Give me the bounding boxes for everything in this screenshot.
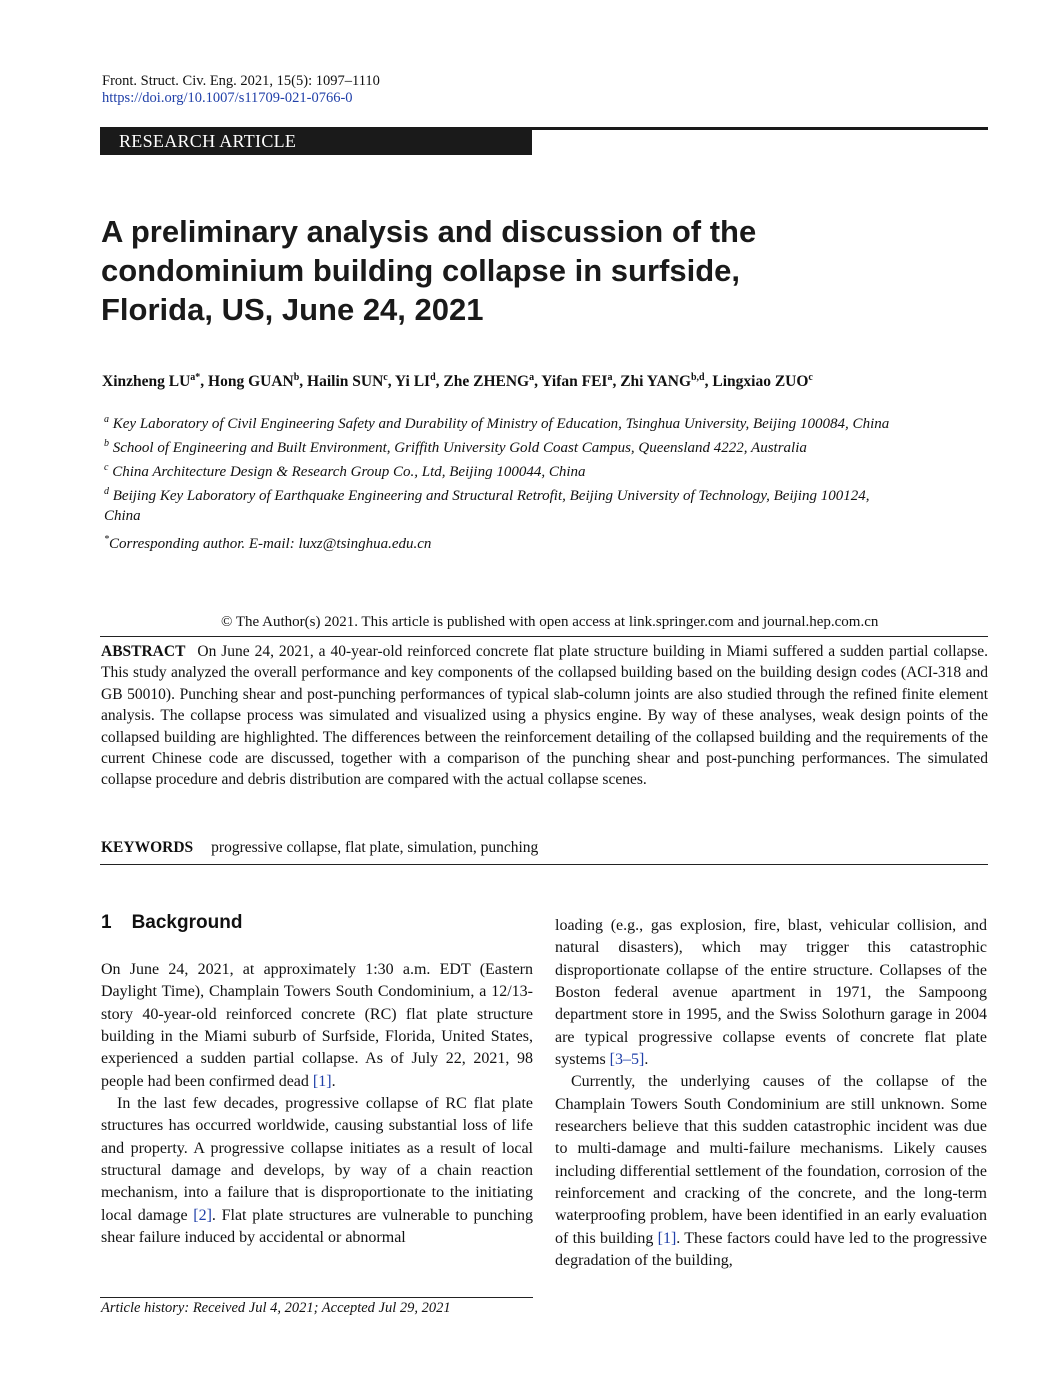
title-line-2: condominium building collapse in surfside, xyxy=(101,253,740,288)
footnote-rule xyxy=(100,1297,533,1298)
author: Zhe ZHENG$^a$ xyxy=(443,372,535,391)
keywords-bottom-rule xyxy=(100,864,988,865)
copyright-notice: © The Author(s) 2021. This article is published with open access at link.springer.com and journal.hep.com.cn xyxy=(221,614,879,630)
journal-citation: Front. Struct. Civ. Eng. 2021, 15(5): 1097–1110 xyxy=(102,73,380,89)
keywords xyxy=(101,839,538,857)
citation-link[interactable]: [1] xyxy=(312,1072,332,1090)
doi-link[interactable]: https://doi.org/10.1007/s11709-021-0766-0 xyxy=(102,90,353,106)
paragraph: On June 24, 2021, at approximately 1:30 a.m. EDT (Eastern Daylight Time), Champlain Towers South Condominium, a 12/13-story 40-year-old reinforced concrete (RC) flat plate structure building in the Miami suburb of Surfside, Florida, United States, experienced a sudden partial collapse. As of July 22, 2021, 98 people had been confirmed dead [1]. xyxy=(101,961,533,1090)
author: Yi $LI^d$ xyxy=(394,372,436,391)
section-heading xyxy=(101,912,242,934)
author: Xinzheng $LU^{a*}$ xyxy=(102,372,201,391)
section-title: Background xyxy=(131,912,243,933)
paragraph: In the last few decades, progressive collapse of RC flat plate structures has occurred worldwide, causing substantial loss of life and property. A progressive collapse initiates as a result of local structural damage and develops, by way of a chain reaction mechanism, into a failure that is disproportionate to the initiating local damage [2]. Flat plate structures are vulnerable to punching shear failure induced by accidental or abnormal xyxy=(101,1095,534,1247)
author-list: Xinzheng $LU^{a*}$, Hong GUAN$^b$, Hailin SUN$^c$, Yi $LI^d$, Zhe ZHENG$^a$, Yifan FEI$^a$, Zhi YANG$^{b,d}$, Lingxiao ZUO$^c$ xyxy=(102,372,813,391)
author: Zhi YANG$^{b,d}$ xyxy=(620,372,705,391)
abstract-top-rule xyxy=(100,636,988,637)
paragraph: Currently, the underlying causes of the collapse of the Champlain Towers South Condominium are still unknown. Some researchers believe that this sudden catastrophic incident was due to multi-damage and multi-failure mechanisms. Likely causes including differential settlement of the foundation, corrosion of the reinforcement and cracking of the concrete, and the long-term waterproofing problem, have been identified in an early evaluation of this building [1]. These factors could have led to the progressive degradation of the building, xyxy=(555,1073,988,1270)
keywords-text: progressive collapse, flat plate, simulation, punching xyxy=(211,839,539,856)
abstract-text: On June 24, 2021, a 40-year-old reinforced concrete flat plate structure building in Miami suffered a sudden partial collapse. This study analyzed the overall performance and key components of the collapsed building based on the building design codes (ACI-318 and GB 50010). Punching shear and post-punching performances of typical slab-column joints are also studied through the refined finite element analysis. The collapse process was simulated and visualized using a physics engine. By way of these analyses, weak design points of the collapsed building are highlighted. The differences between the reinforcement detailing of the collapsed building and the requirements of the current Chinese code are discussed, together with a comparison of the punching shear and post-punching performances. The simulated collapse procedure and debris distribution are compared with the actual collapse scenes. xyxy=(101,643,988,789)
keywords-label: KEYWORDS xyxy=(101,839,194,856)
author: Hailin SUN$^c$ xyxy=(307,372,388,391)
citation-link[interactable]: [3–5] xyxy=(609,1051,645,1069)
author: Lingxiao ZUO$^c$ xyxy=(712,372,813,391)
section-number: 1 xyxy=(101,912,112,933)
abstract-label: ABSTRACT xyxy=(101,643,186,660)
affiliation-d: $^d$ Beijing Key Laboratory of Earthquake Engineering and Structural Retrofit, Beijing University of Technology, Beijing 100124, xyxy=(104,486,870,504)
article-history: Article history: Received Jul 4, 2021; Accepted Jul 29, 2021 xyxy=(101,1300,451,1316)
abstract xyxy=(101,641,988,791)
left-column xyxy=(101,959,533,1249)
affiliation-a: $^a$ Key Laboratory of Civil Engineering Safety and Durability of Ministry of Education, Tsinghua University, Beijing 100084, China xyxy=(104,414,890,432)
affiliation-b: $^b$ School of Engineering and Built Environment, Griffith University Gold Coast Campus, Queensland 4222, Australia xyxy=(104,438,807,456)
affiliation-d-country: China xyxy=(104,508,141,524)
title-line-1: A preliminary analysis and discussion of the xyxy=(101,214,757,249)
right-column xyxy=(555,915,987,1273)
article-title xyxy=(101,212,881,329)
paragraph: loading (e.g., gas explosion, fire, blast, vehicular collision, and natural disasters), which may trigger this catastrophic disproportionate collapse of the entire structure. Collapses of the Boston federal avenue apartment in 1971, the Sampoong department store in 1995, and the Swiss Solothurn garage in 2004 are typical progressive collapse events of concrete flat plate systems [3–5]. xyxy=(555,917,987,1069)
title-line-3: Florida, US, June 24, 2021 xyxy=(101,292,484,327)
author: Hong GUAN$^b$ xyxy=(208,372,300,391)
author: Yifan FEI$^a$ xyxy=(541,372,613,391)
citation-link[interactable]: [1] xyxy=(657,1229,677,1247)
journal-info xyxy=(102,73,380,107)
corresponding-author: *Corresponding author. E-mail: luxz@tsinghua.edu.cn xyxy=(104,534,432,552)
citation-link[interactable]: [2] xyxy=(193,1206,212,1224)
article-type-label: RESEARCH ARTICLE xyxy=(119,131,297,151)
affiliation-c: $^c$ China Architecture Design & Research Group Co., Ltd, Beijing 100044, China xyxy=(104,462,586,480)
